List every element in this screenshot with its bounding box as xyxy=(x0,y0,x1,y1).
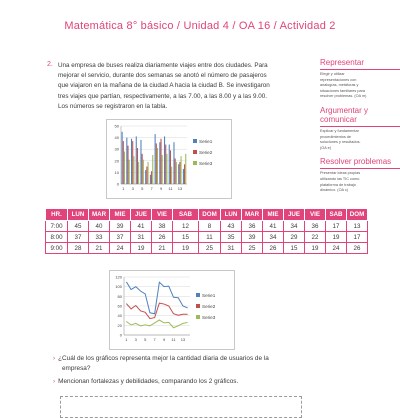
bar xyxy=(183,169,184,184)
bar xyxy=(148,162,149,184)
sidebar-text-line: (OA e) xyxy=(320,145,331,150)
table-cell: 31 xyxy=(221,243,242,254)
question-line: mejorar el servicio, durante dos semanas se anotó el número de pasajeros xyxy=(58,72,267,80)
bar-chart xyxy=(106,119,232,199)
table-cell: 13 xyxy=(347,221,368,232)
table-cell: 24 xyxy=(110,243,131,254)
sidebar-text-line: representaciones con xyxy=(320,77,357,82)
table-row xyxy=(46,221,368,232)
table-cell: 25 xyxy=(199,243,221,254)
bar xyxy=(184,164,185,184)
bar xyxy=(142,154,143,184)
y-tick-label: 80 xyxy=(117,293,122,299)
bar xyxy=(143,160,144,184)
sidebar-text-line: utilizando las TIC como xyxy=(320,176,360,181)
table-cell: 19 xyxy=(305,243,326,254)
y-tick-label: 20 xyxy=(114,158,119,164)
legend-label: Serie3 xyxy=(202,315,216,320)
table-row xyxy=(46,243,368,254)
bar xyxy=(136,136,137,184)
passenger-table xyxy=(45,208,368,254)
table-cell: 12 xyxy=(173,221,199,232)
table-header-cell: DOM xyxy=(347,209,368,221)
bullet-question-1 xyxy=(53,355,269,362)
table-header-cell: HR. xyxy=(46,209,68,221)
x-tick-label: 7 xyxy=(150,186,153,191)
bar xyxy=(173,142,174,184)
table-header-cell: LUN xyxy=(68,209,89,221)
y-tick-label: 0 xyxy=(116,181,119,187)
table-cell: 37 xyxy=(110,232,131,243)
sidebar-section-representar xyxy=(320,58,400,100)
table-cell: 35 xyxy=(221,232,242,243)
bar xyxy=(137,148,138,184)
bar xyxy=(176,162,177,184)
bar xyxy=(152,155,153,184)
legend-label: Serie2 xyxy=(202,304,216,309)
bar xyxy=(170,150,171,184)
bullet-question-2 xyxy=(53,378,238,385)
x-tick-label: 11 xyxy=(168,186,173,191)
table-cell: 9:00 xyxy=(46,243,68,254)
table-header-cell: MIE xyxy=(263,209,284,221)
y-tick-label: 120 xyxy=(115,274,122,280)
sidebar-text-line: analogías, metáforas y xyxy=(320,83,359,88)
sidebar-text-line: Explicar y fundamentar xyxy=(320,128,359,133)
bar xyxy=(127,146,128,184)
table-header-cell: VIE xyxy=(152,209,173,221)
bar xyxy=(126,138,127,184)
question-line: que viajaron en la mañana de la ciudad A hacia la ciudad B. Se investigaron xyxy=(58,82,270,90)
table-cell: 41 xyxy=(263,221,284,232)
bar xyxy=(129,160,130,184)
bar xyxy=(175,158,176,184)
legend-label: Serie2 xyxy=(199,150,213,155)
table-cell: 19 xyxy=(326,232,347,243)
table-cell: 38 xyxy=(152,221,173,232)
table-cell: 40 xyxy=(89,221,110,232)
table-header-cell: DOM xyxy=(199,209,221,221)
table-header-cell: MAR xyxy=(89,209,110,221)
bar xyxy=(185,154,186,184)
table-header-cell: MAR xyxy=(242,209,263,221)
y-tick-label: 60 xyxy=(117,303,122,309)
bar xyxy=(169,145,170,184)
bar xyxy=(145,170,146,184)
bar xyxy=(179,162,180,184)
sidebar-text-line: dinámico. (OA c) xyxy=(320,188,349,193)
bullet-text: empresa? xyxy=(62,365,91,372)
table-cell: 24 xyxy=(326,243,347,254)
bullet-arrow-icon: › xyxy=(53,355,56,362)
sidebar-text-line: situaciones familiares para xyxy=(320,88,365,93)
bar xyxy=(160,139,161,184)
x-tick-label: 3 xyxy=(131,186,134,191)
question-number: 2. xyxy=(47,61,53,68)
bar xyxy=(132,141,133,184)
y-tick-label: 50 xyxy=(114,123,119,129)
table-cell: 21 xyxy=(152,243,173,254)
legend-swatch xyxy=(196,315,200,319)
table-cell: 11 xyxy=(199,232,221,243)
x-tick-label: 7 xyxy=(153,337,156,342)
bar xyxy=(164,136,165,184)
answer-box[interactable] xyxy=(60,396,302,418)
sidebar-text-line: resolver problemas. (OA m) xyxy=(320,94,367,99)
table-cell: 21 xyxy=(89,243,110,254)
table-cell: 17 xyxy=(326,221,347,232)
table-cell: 34 xyxy=(263,232,284,243)
question-line: tres viajes que partían, respectivamente, a las 7.00, a las 8.00 y a las 9.00. xyxy=(58,92,267,100)
bar xyxy=(151,171,152,184)
sidebar-section-argumentar xyxy=(320,106,400,151)
bar xyxy=(159,142,160,184)
bar-chart-svg xyxy=(107,120,231,198)
bullet-text: Mencionan fortalezas y debilidades, comparando los 2 gráficos. xyxy=(58,378,239,385)
x-tick-label: 9 xyxy=(162,337,166,342)
bar xyxy=(123,141,124,184)
table-cell: 45 xyxy=(68,221,89,232)
table-cell: 19 xyxy=(173,243,199,254)
series-line xyxy=(126,320,187,328)
bar xyxy=(162,155,163,184)
table-cell: 26 xyxy=(263,243,284,254)
legend-label: Serie1 xyxy=(202,293,216,298)
bar xyxy=(181,156,182,184)
table-cell: 36 xyxy=(305,221,326,232)
table-header-cell: LUN xyxy=(221,209,242,221)
y-tick-label: 100 xyxy=(115,284,122,290)
sidebar-title: Argumentar y comunicar xyxy=(320,106,400,127)
x-tick-label: 9 xyxy=(159,186,163,191)
table-header-row xyxy=(46,209,368,221)
bar xyxy=(155,134,156,184)
bar xyxy=(131,139,132,184)
bullet-text: ¿Cuál de los gráficos representa mejor la cantidad diaria de usuarios de la xyxy=(58,355,269,362)
legend-label: Serie1 xyxy=(199,139,213,144)
y-tick-label: 20 xyxy=(117,322,122,328)
bar xyxy=(166,154,167,184)
table-header-cell: JUE xyxy=(131,209,152,221)
x-tick-label: 1 xyxy=(122,186,125,191)
legend-swatch xyxy=(193,139,197,143)
legend-swatch xyxy=(196,293,200,297)
bar xyxy=(122,132,123,184)
question-line: Una empresa de buses realiza diariamente viajes entre dos ciudades. Para xyxy=(58,62,268,69)
sidebar-text-line: Elegir y utilizar xyxy=(320,72,345,76)
table-header-cell: MIE xyxy=(110,209,131,221)
bar xyxy=(165,145,166,184)
sidebar xyxy=(320,58,400,200)
table-cell: 19 xyxy=(131,243,152,254)
bar xyxy=(140,140,141,184)
table-cell: 17 xyxy=(347,232,368,243)
question-line: Los números se registraron en la tabla. xyxy=(58,102,168,110)
page-title: Matemática 8° básico / Unidad 4 / OA 16 / Actividad 2 xyxy=(64,20,336,32)
bar xyxy=(124,152,125,184)
sidebar-section-resolver xyxy=(320,157,400,193)
bar xyxy=(157,148,158,184)
legend-label: Serie3 xyxy=(199,161,213,166)
y-tick-label: 40 xyxy=(117,313,122,319)
table-cell: 39 xyxy=(110,221,131,232)
line-chart-svg xyxy=(110,271,234,349)
table-header-cell: SAB xyxy=(326,209,347,221)
bullet-question-1-cont xyxy=(62,365,90,372)
table-cell: 7:00 xyxy=(46,221,68,232)
table-row xyxy=(46,232,368,243)
legend-swatch xyxy=(193,150,197,154)
y-tick-label: 30 xyxy=(114,146,119,152)
table-cell: 29 xyxy=(284,232,305,243)
sidebar-title: Resolver problemas xyxy=(320,157,400,169)
sidebar-title: Representar xyxy=(320,58,400,70)
bullet-arrow-icon: › xyxy=(53,378,56,385)
bar xyxy=(146,167,147,184)
sidebar-text-line: plataforma de trabajo xyxy=(320,182,356,187)
y-tick-label: 40 xyxy=(114,135,119,141)
table-cell: 36 xyxy=(242,221,263,232)
table-cell: 28 xyxy=(68,243,89,254)
x-tick-label: 13 xyxy=(177,186,183,191)
x-tick-label: 5 xyxy=(144,337,147,342)
table-cell: 41 xyxy=(131,221,152,232)
series-line xyxy=(126,303,187,318)
x-tick-label: 5 xyxy=(141,186,144,191)
bar xyxy=(156,143,157,184)
bar xyxy=(138,162,139,184)
table-header-cell: JUE xyxy=(284,209,305,221)
table-cell: 26 xyxy=(152,232,173,243)
question-text xyxy=(58,61,300,112)
table-cell: 15 xyxy=(173,232,199,243)
sidebar-text xyxy=(320,171,400,193)
table-cell: 15 xyxy=(284,243,305,254)
table-header-cell: SAB xyxy=(173,209,199,221)
table-cell: 39 xyxy=(242,232,263,243)
x-tick-label: 13 xyxy=(180,337,186,342)
table-cell: 25 xyxy=(242,243,263,254)
legend-swatch xyxy=(196,304,200,308)
table-cell: 26 xyxy=(347,243,368,254)
sidebar-text-line: procedimientos de xyxy=(320,134,352,139)
line-chart xyxy=(109,270,235,350)
sidebar-text-line: soluciones y resultados. xyxy=(320,140,361,145)
table-cell: 34 xyxy=(284,221,305,232)
bar xyxy=(178,164,179,184)
table-cell: 8:00 xyxy=(46,232,68,243)
table-cell: 22 xyxy=(305,232,326,243)
x-tick-label: 11 xyxy=(171,337,176,342)
table-header-cell: VIE xyxy=(305,209,326,221)
bar xyxy=(133,156,134,184)
sidebar-text xyxy=(320,129,400,151)
table-cell: 31 xyxy=(131,232,152,243)
table-cell: 43 xyxy=(221,221,242,232)
y-tick-label: 10 xyxy=(114,169,119,175)
bar xyxy=(171,167,172,184)
table-cell: 33 xyxy=(89,232,110,243)
x-tick-label: 1 xyxy=(125,337,128,342)
x-tick-label: 3 xyxy=(134,337,137,342)
sidebar-text-line: Presentar ideas propias xyxy=(320,171,361,176)
bar xyxy=(150,175,151,184)
table-cell: 8 xyxy=(199,221,221,232)
sidebar-text xyxy=(320,72,400,100)
legend-swatch xyxy=(193,161,197,165)
table-cell: 37 xyxy=(68,232,89,243)
y-tick-label: 0 xyxy=(119,332,122,338)
